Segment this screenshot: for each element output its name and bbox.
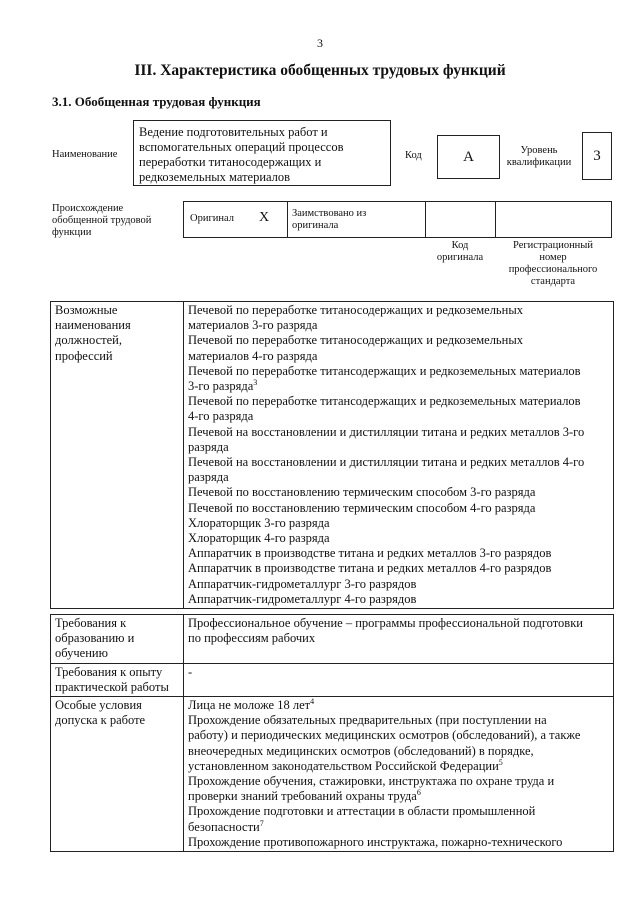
origin-label-line: функции (52, 227, 92, 238)
origin-label-line: обобщенной трудовой (52, 215, 152, 226)
position-item-text: Хлораторщик 3-го разряда (188, 515, 330, 530)
conditions-label (51, 697, 184, 852)
section-title: III. Характеристика обобщенных трудовых функций (134, 62, 506, 79)
position-item-text: Аппаратчик-гидрометаллург 3-го разрядов (188, 576, 417, 591)
condition-line: внеочередных медицинских осмотров (обследований) в порядке, (188, 743, 534, 758)
reg-caption-line: Регистрационный (513, 240, 593, 251)
position-item (188, 501, 609, 516)
origin-label-line: Происхождение (52, 203, 124, 214)
position-item (188, 561, 609, 576)
positions-label-line: должностей, (55, 333, 122, 348)
code-label: Код (405, 150, 422, 161)
reg-caption-line: профессионального (508, 264, 598, 275)
code-original-caption-line: оригинала (436, 252, 484, 263)
position-item (188, 577, 609, 592)
name-value-line: редкоземельных материалов (139, 170, 291, 184)
position-item-cont: разряда (188, 470, 229, 485)
position-item-cont: материалов 3-го разряда (188, 318, 318, 333)
education-label-line: обучению (55, 646, 108, 661)
level-value: 3 (582, 132, 612, 180)
name-value-line: вспомогательных операций процессов (139, 140, 344, 154)
conditions-label-line: Особые условия (55, 698, 142, 713)
level-label (505, 145, 573, 169)
position-item-text: Печевой по переработке титаносодержащих и редкоземельных (188, 333, 523, 348)
experience-value: - (184, 663, 614, 696)
education-label-line: Требования к (55, 616, 127, 630)
education-label (51, 615, 184, 664)
conditions-label-line: допуска к работе (55, 713, 146, 728)
position-item-text: Печевой по переработке титансодержащих и редкоземельных материалов (188, 363, 581, 378)
position-item-text: Печевой на восстановлении и дистилляции титана и редких металлов 4-го (188, 455, 585, 470)
education-value-line: по профессиям рабочих (188, 631, 316, 646)
name-label: Наименование (52, 149, 118, 160)
footnote-ref: 7 (259, 818, 264, 828)
positions-label-line: профессий (55, 348, 113, 363)
level-label-line: Уровень (520, 145, 558, 156)
original-mark: X (259, 210, 270, 225)
name-value-line: переработки титаносодержащих и (139, 155, 322, 169)
reg-caption-line: стандарта (530, 276, 576, 287)
education-label-line: образованию и (55, 631, 135, 646)
position-item-cont: 3-го разряда$^3$ (188, 377, 258, 394)
position-item (188, 516, 609, 531)
position-item (188, 455, 609, 485)
education-value (184, 615, 614, 664)
footnote-ref: 5 (498, 757, 503, 767)
footnote-ref: 6 (416, 788, 421, 798)
experience-label (51, 663, 184, 696)
condition-line: Прохождение обучения, стажировки, инструктажа по охране труда и (188, 774, 555, 789)
condition-line: Лица не моложе 18 лет$^4$ (188, 696, 315, 713)
page-number: 3 (317, 36, 323, 50)
condition-line: установленном законодательством Российской Федерации$^5$ (188, 757, 503, 773)
position-item-text: Аппаратчик в производстве титана и редких металлов 4-го разрядов (188, 561, 552, 576)
position-item (188, 546, 609, 561)
position-item (188, 364, 609, 394)
footnote-ref: 3 (253, 377, 258, 387)
position-item (188, 394, 609, 424)
positions-label-line: Возможные (55, 303, 118, 317)
requirements-table (50, 614, 614, 852)
position-item-cont: разряда (188, 439, 229, 454)
positions-table (50, 301, 614, 609)
position-item-text: Печевой по переработке титансодержащих и редкоземельных материалов (188, 394, 581, 409)
name-value-box (133, 120, 391, 186)
position-item (188, 303, 609, 333)
position-item-text: Аппаратчик-гидрометаллург 4-го разрядов (188, 591, 417, 606)
position-item-cont: 4-го разряда (188, 409, 254, 424)
position-item-text: Печевой по восстановлению термическим способом 3-го разряда (188, 485, 536, 500)
condition-line: Прохождение подготовки и аттестации в области промышленной (188, 804, 536, 819)
code-value: А (437, 135, 500, 179)
positions-label (51, 302, 184, 609)
level-label-line: квалификации (506, 157, 572, 168)
education-value-line: Профессиональное обучение – программы профессиональной подготовки (188, 616, 583, 630)
position-item (188, 485, 609, 500)
reg-number-caption (500, 240, 606, 288)
position-item (188, 531, 609, 546)
condition-line: Прохождение обязательных предварительных (при поступлении на (188, 713, 547, 728)
position-item-text: Печевой по переработке титаносодержащих и редкоземельных (188, 303, 523, 317)
position-item-cont: материалов 4-го разряда (188, 348, 318, 363)
position-item (188, 333, 609, 363)
name-value-line: Ведение подготовительных работ и (139, 125, 328, 139)
position-item (188, 592, 609, 607)
borrowed-label (292, 208, 422, 232)
condition-line: безопасности$^7$ (188, 818, 264, 834)
origin-table (183, 201, 612, 238)
code-original-caption (424, 240, 496, 264)
code-original-caption-line: Код (451, 240, 469, 251)
position-item (188, 425, 609, 455)
positions-label-line: наименования (55, 318, 131, 333)
position-item-text: Аппаратчик в производстве титана и редких металлов 3-го разрядов (188, 546, 552, 561)
condition-line: работу) и периодических медицинских осмотров (обследований), а также (188, 728, 581, 743)
borrowed-label-line: оригинала (292, 220, 339, 231)
subsection-title: 3.1. Обобщенная трудовая функция (52, 94, 261, 109)
experience-label-line: Требования к опыту (55, 664, 163, 679)
experience-label-line: практической работы (55, 679, 169, 694)
borrowed-label-line: Заимствовано из (292, 208, 367, 219)
reg-caption-line: номер (539, 252, 567, 263)
original-label: Оригинал (190, 213, 234, 224)
position-item-text: Печевой по восстановлению термическим способом 4-го разряда (188, 500, 536, 515)
condition-line: проверки знаний требований охраны труда$^6$ (188, 788, 421, 804)
positions-list (184, 302, 614, 609)
position-item-text: Печевой на восстановлении и дистилляции титана и редких металлов 3-го (188, 424, 585, 439)
conditions-list (184, 697, 614, 852)
footnote-ref: 4 (310, 696, 315, 706)
condition-line: Прохождение противопожарного инструктажа, пожарно-технического (188, 834, 563, 849)
origin-label (52, 203, 151, 239)
position-item-text: Хлораторщик 4-го разряда (188, 531, 330, 546)
